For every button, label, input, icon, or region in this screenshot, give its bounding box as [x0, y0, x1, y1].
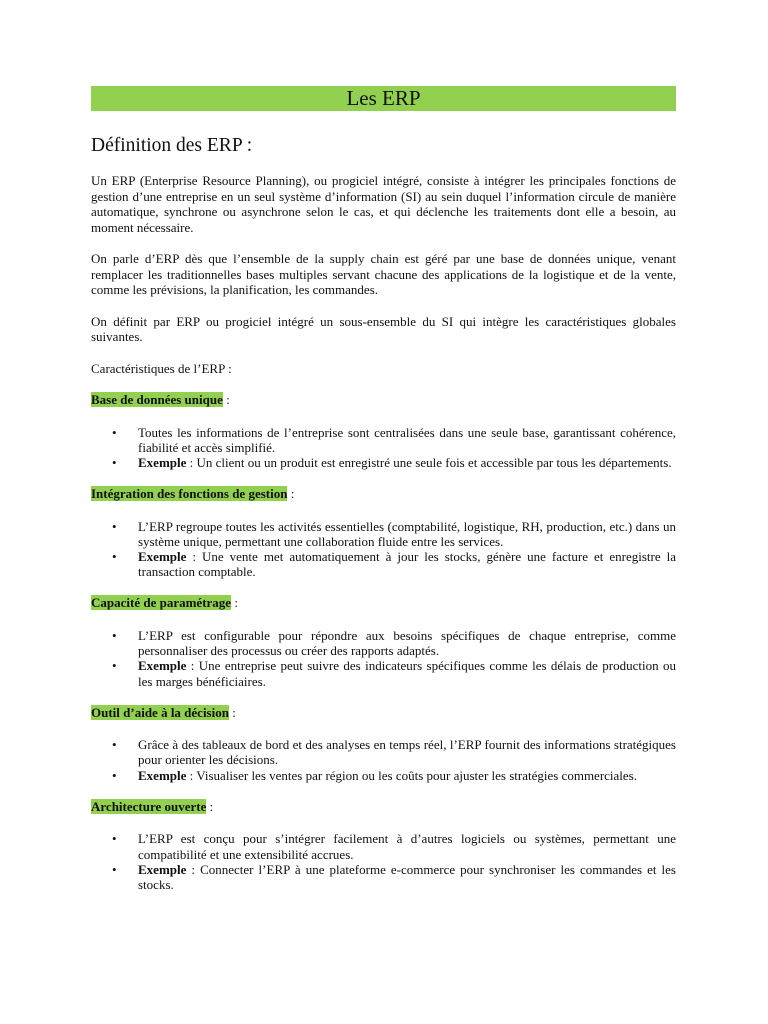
example-text: : Visualiser les ventes par région ou les coûts pour ajuster les stratégies commerciales. — [186, 767, 637, 783]
paragraph-subset: On définit par ERP ou progiciel intégré un sous-ensemble du SI qui intègre les caractéristiques globales suivantes. — [91, 313, 676, 344]
example-text: : Un client ou un produit est enregistré une seule fois et accessible par tous les départements. — [186, 454, 672, 470]
characteristics-label: Caractéristiques de l’ERP : — [91, 360, 232, 376]
heading-suffix: : — [206, 798, 214, 814]
heading-suffix: : — [228, 704, 236, 720]
document-title: Les ERP — [91, 86, 676, 111]
bullet-icon: • — [112, 658, 117, 674]
bullet-text: L’ERP est conçu pour s’intégrer facilement à d’autres logiciels ou systèmes, permettant une compatibilité et une extensibilité accrues. — [138, 831, 676, 862]
example-label: Exemple — [138, 454, 187, 470]
bullet-icon: • — [112, 454, 117, 470]
list-item — [91, 737, 676, 767]
example-label: Exemple — [138, 549, 187, 565]
section-heading-highlight: Capacité de paramétrage — [91, 595, 232, 611]
bullet-text: Toutes les informations de l’entreprise sont centralisées dans une seule base, garantissant cohérence, fiabilité et accès simplifié. — [138, 424, 676, 455]
section-aide-decision — [91, 705, 676, 783]
bullet-icon: • — [112, 549, 117, 565]
section-architecture-ouverte — [91, 799, 676, 892]
list-item — [91, 425, 676, 455]
list-item — [91, 831, 676, 861]
list-item — [91, 519, 676, 549]
section-parametrage — [91, 595, 676, 688]
list-item — [91, 455, 676, 470]
list-item — [91, 549, 676, 579]
section-heading-highlight: Architecture ouverte — [91, 798, 207, 814]
section-integration-fonctions — [91, 486, 676, 579]
bullet-list — [91, 519, 676, 580]
section-heading-highlight: Intégration des fonctions de gestion — [91, 486, 288, 502]
document-page — [91, 86, 676, 892]
example-text: : Une entreprise peut suivre des indicateurs spécifiques comme les délais de production ou les marges bénéficiaires. — [138, 658, 676, 689]
heading-suffix: : — [287, 486, 295, 502]
bullet-list — [91, 737, 676, 783]
section-heading-highlight: Base de données unique — [91, 392, 223, 407]
section-base-donnees — [91, 392, 676, 470]
bullet-list — [91, 831, 676, 892]
bullet-text: L’ERP est configurable pour répondre aux besoins spécifiques de chaque entreprise, comme personnaliser des processus ou créer des rapports adaptés. — [138, 627, 676, 659]
example-text: : Connecter l’ERP à une plateforme e-commerce pour synchroniser les commandes et les stocks. — [138, 861, 676, 892]
bullet-text: L’ERP regroupe toutes les activités essentielles (comptabilité, logistique, RH, production, etc.) dans un système unique, permettant une collaboration fluide entre les services. — [138, 518, 676, 549]
list-item — [91, 768, 676, 783]
bullet-icon: • — [112, 861, 117, 877]
bullet-icon: • — [112, 424, 117, 440]
example-label: Exemple — [138, 861, 187, 877]
paragraph-supply-chain: On parle d’ERP dès que l’ensemble de la supply chain est géré par une base de données unique, venant remplacer les traditionnelles bases multiples servant chacune des applications de la logistique et de la vente, comme les prévisions, la planification, les commandes. — [91, 251, 676, 297]
bullet-text: Grâce à des tableaux de bord et des analyses en temps réel, l’ERP fournit des informations stratégiques pour orienter les décisions. — [138, 737, 676, 768]
paragraph-definition: Un ERP (Enterprise Resource Planning), ou progiciel intégré, consiste à intégrer les principales fonctions de gestion d’une entreprise en un seul système d’information (SI) au sein duquel l’information circule de manière automatique, synchrone ou asynchrone selon le cas, et qui déclenche les traitements dont elle a besoin, au moment nécessaire. — [91, 173, 676, 235]
example-label: Exemple — [138, 658, 187, 674]
bullet-icon: • — [112, 737, 117, 753]
section-heading-highlight: Outil d’aide à la décision — [91, 704, 229, 720]
heading-suffix: : — [231, 595, 238, 611]
bullet-icon: • — [112, 518, 117, 534]
list-item — [91, 658, 676, 688]
bullet-icon: • — [112, 831, 117, 847]
bullet-list — [91, 628, 676, 689]
list-item — [91, 628, 676, 658]
example-label: Exemple — [138, 767, 187, 783]
example-text: : Une vente met automatiquement à jour les stocks, génère une facture et enregistre la transaction comptable. — [138, 549, 676, 580]
bullet-list — [91, 425, 676, 471]
bullet-icon: • — [112, 627, 117, 643]
bullet-icon: • — [112, 767, 117, 783]
definition-heading: Définition des ERP : — [91, 135, 253, 156]
list-item — [91, 862, 676, 892]
heading-suffix: : — [222, 392, 230, 407]
